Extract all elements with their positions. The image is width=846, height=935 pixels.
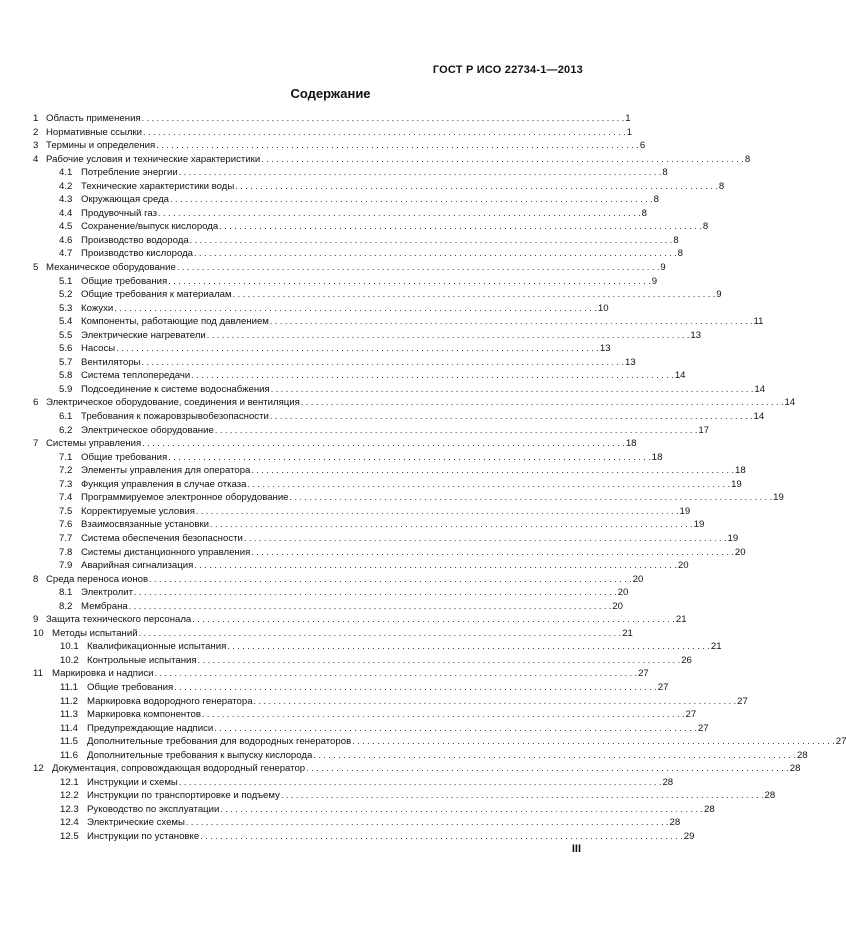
toc-entry [33,735,846,749]
toc-entry [33,722,709,736]
toc-entry-page: 27 [638,668,649,680]
toc-entry-page: 18 [734,465,746,477]
toc-entry-title: Потребление энергии [81,167,178,179]
toc-dot-leader [270,410,753,424]
toc-entry [33,627,633,641]
toc-entry-page: 18 [625,438,637,450]
toc-entry [33,681,669,695]
toc-entry [33,261,666,275]
toc-entry-number: 7.6 [59,519,73,531]
toc-dot-leader [139,627,622,641]
toc-entry [33,816,681,830]
toc-entry-page: 28 [669,817,681,829]
toc-entry-title: Технические характеристики воды [81,180,235,192]
toc-entry-page: 17 [698,424,710,436]
toc-entry-page: 19 [773,492,784,504]
toc-dot-leader [134,586,617,600]
toc-entry-number: 5.3 [59,302,73,314]
toc-entry-title: Электрические нагреватели [81,329,206,341]
toc-dot-leader [290,491,773,505]
toc-dot-leader [281,789,764,803]
toc-entry [33,329,702,343]
toc-entry-title: Общие требования [87,681,174,693]
toc-dot-leader [352,735,835,749]
toc-entry-title: Инструкции и схемы [87,776,178,788]
toc-entry-number: 4.2 [59,180,73,192]
toc-entry-title: Система теплопередачи [81,370,191,382]
toc-entry-title: Кожухи [81,302,114,314]
toc-entry [33,369,686,383]
toc-entry-page: 8 [744,153,751,165]
toc-entry [33,275,658,289]
toc-dot-leader [215,424,698,438]
toc-entry-title: Аварийная сигнализация [81,560,194,572]
toc-dot-leader [233,288,716,302]
toc-entry-title: Мембрана [81,600,128,612]
toc-dot-leader [154,667,637,681]
toc-dot-leader [227,640,710,654]
toc-dot-leader [270,315,753,329]
toc-entry-page: 19 [731,478,742,490]
toc-entry-number: 11.5 [60,736,78,748]
toc-entry-page: 20 [612,600,624,612]
toc-entry-number: 5.6 [59,343,73,355]
toc-dot-leader [129,600,612,614]
toc-entry-number: 11.6 [60,749,78,761]
toc-entry-title: Методы испытаний [52,627,138,639]
toc-entry-number: 10.2 [60,654,79,666]
toc-dot-leader [194,247,677,261]
toc-dot-leader [254,695,737,709]
toc-entry-title: Производство водорода [81,234,189,246]
toc-dot-leader [200,830,683,844]
toc-entry-page: 26 [681,654,692,666]
toc-entry-page: 28 [796,749,808,761]
toc-entry [33,708,697,722]
toc-entry-title: Нормативные ссылки [46,126,143,138]
toc-dot-leader [219,220,702,234]
toc-entry [33,518,705,532]
toc-entry-title: Инструкции по транспортировке и подъему [87,790,280,802]
toc-dot-leader [186,816,669,830]
toc-entry-title: Дополнительные требования для водородных генераторов [87,736,352,748]
toc-dot-leader [168,451,651,465]
toc-entry [33,505,691,519]
toc-entry-page: 20 [734,546,746,558]
toc-entry-page: 20 [617,587,629,599]
toc-entry [33,559,689,573]
toc-entry-page: 28 [662,776,674,788]
toc-entry-title: Функция управления в случае отказа [81,478,247,490]
toc-entry [33,830,695,844]
toc-entry-title: Электрические схемы [87,817,185,829]
toc-entry-number: 3 [33,140,39,152]
toc-entry-number: 7.7 [59,532,73,544]
toc-entry-number: 4 [33,153,39,165]
toc-entry [33,166,668,180]
toc-entry-page: 19 [679,505,691,517]
toc-entry-number: 12.1 [60,776,79,788]
toc-entry-number: 12 [33,763,44,775]
toc-entry-title: Документация, сопровождающая водородный генератор [52,763,306,775]
toc-entry [33,302,609,316]
toc-entry [33,789,776,803]
toc-dot-leader [168,275,651,289]
toc-entry-title: Корректируемые условия [81,505,195,517]
toc-entry-number: 11.4 [60,722,78,734]
toc-entry-page: 27 [737,695,748,707]
toc-entry-page: 20 [677,560,689,572]
toc-dot-leader [301,396,784,410]
toc-entry-title: Контрольные испытания [87,654,197,666]
toc-entry-number: 7 [33,438,39,450]
toc-entry-title: Руководство по эксплуатации [87,803,220,815]
toc-entry-title: Среда переноса ионов [46,573,149,585]
toc-entry [33,153,751,167]
toc-entry [33,342,611,356]
toc-entry-page: 14 [784,397,796,409]
toc-entry-title: Маркировка водородного генератора [87,695,253,707]
toc-entry [33,776,674,790]
toc-entry-number: 7.4 [59,492,73,504]
toc-entry [33,112,631,126]
toc-dot-leader [198,654,681,668]
toc-entry [33,207,647,221]
toc-dot-leader [220,803,703,817]
toc-dot-leader [196,505,679,519]
toc-entry-page: 8 [718,180,725,192]
toc-entry-number: 4.6 [59,234,73,246]
toc-entry-title: Продувочный газ [81,207,157,219]
toc-entry [33,437,637,451]
toc-entry [33,532,739,546]
toc-dot-leader [261,153,744,167]
toc-dot-leader [251,464,734,478]
toc-entry-number: 10.1 [60,641,79,653]
toc-entry [33,410,765,424]
toc-entry-title: Системы управления [46,438,142,450]
toc-entry-title: Сохранение/выпуск кислорода [81,221,219,233]
toc-entry [33,220,709,234]
toc-entry-page: 19 [727,532,739,544]
toc-dot-leader [143,126,626,140]
toc-entry-page: 11 [753,316,764,328]
toc-entry-number: 4.5 [59,221,73,233]
toc-entry-number: 4.1 [59,167,73,179]
toc-entry [33,234,679,248]
toc-entry [33,667,649,681]
toc-entry [33,193,659,207]
toc-entry-number: 8 [33,573,39,585]
toc-entry-title: Взаимосвязанные установки [81,519,210,531]
toc-entry [33,654,692,668]
toc-entry [33,451,663,465]
toc-entry-number: 10 [33,627,44,639]
toc-entry [33,803,715,817]
toc-entry-number: 6.2 [59,424,73,436]
toc-entry-number: 5.8 [59,370,73,382]
toc-entry-number: 11.2 [60,695,78,707]
toc-entry-page: 21 [622,627,633,639]
toc-dot-leader [170,193,653,207]
toc-dot-leader [142,437,625,451]
toc-dot-leader [116,342,599,356]
toc-entry [33,288,722,302]
toc-entry [33,126,632,140]
toc-entry [33,695,748,709]
toc-entry-number: 7.1 [59,451,73,463]
toc-entry-title: Рабочие условия и технические характеристики [46,153,261,165]
toc-entry [33,478,742,492]
toc-entry-title: Система обеспечения безопасности [81,532,243,544]
toc-entry-number: 5.7 [59,356,73,368]
toc-entry-page: 8 [653,194,659,206]
toc-entry-title: Общие требования [81,275,168,287]
toc-entry-page: 9 [660,262,666,274]
toc-entry-title: Программируемое электронное оборудование [81,492,289,504]
toc-entry-page: 27 [835,736,846,748]
toc-entry-number: 6 [33,397,39,409]
toc-entry [33,396,796,410]
toc-entry-title: Общие требования к материалам [81,289,232,301]
toc-entry-title: Насосы [81,343,116,355]
toc-entry [33,247,683,261]
toc-entry [33,464,746,478]
toc-entry-number: 4.7 [59,248,73,260]
toc-entry-number: 9 [33,614,39,626]
toc-entry [33,546,746,560]
toc-dot-leader [247,478,730,492]
toc-entry-title: Предупреждающие надписи [87,722,214,734]
toc-entry-title: Квалификационные испытания [87,641,227,653]
toc-entry-title: Электрическое оборудование [81,424,214,436]
toc-entry-title: Область применения [46,113,141,124]
toc-entry-page: 8 [641,207,647,219]
toc-entry-page: 18 [651,451,663,463]
toc-dot-leader [207,329,690,343]
toc-entry-number: 11.3 [60,709,78,721]
toc-entry-page: 9 [651,275,658,287]
toc-entry-number: 1 [33,113,39,124]
toc-dot-leader [251,546,734,560]
toc-entry-number: 7.8 [59,546,73,558]
toc-entry-page: 10 [597,302,609,314]
toc-entry-title: Маркировка и надписи [52,668,154,680]
toc-dot-leader [271,383,754,397]
toc-entry-number: 4.4 [59,207,73,219]
toc-dot-leader [142,112,625,126]
toc-entry-title: Системы дистанционного управления [81,546,251,558]
toc-entry-page: 28 [789,763,801,775]
toc-entry-page: 13 [625,356,636,368]
toc-dot-leader [158,207,641,221]
toc-entry [33,424,710,438]
toc-entry-title: Механическое оборудование [46,262,176,274]
toc-dot-leader [114,302,597,316]
toc-entry [33,749,808,763]
toc-dot-leader [313,749,796,763]
toc-dot-leader [244,532,727,546]
toc-entry-number: 12.4 [60,817,79,829]
toc-dot-leader [190,234,673,248]
toc-dot-leader [156,139,639,153]
toc-entry [33,491,784,505]
toc-entry-number: 8.2 [59,600,73,612]
page-number: III [571,843,581,855]
toc-entry [33,573,644,587]
toc-entry-page: 19 [693,519,705,531]
toc-entry-title: Маркировка компонентов [87,709,201,721]
toc-entry [33,613,687,627]
toc-entry-page: 27 [685,709,697,721]
toc-entry-number: 7.3 [59,478,73,490]
toc-entry-page: 21 [675,614,687,626]
toc-entry-page: 8 [677,248,683,260]
toc-entry-title: Электрическое оборудование, соединения и вентиляция [46,397,300,409]
toc-dot-leader [177,261,660,275]
toc-entry-number: 5.5 [59,329,73,341]
toc-dot-leader [210,518,693,532]
table-of-contents [33,112,846,844]
toc-entry [33,640,722,654]
toc-dot-leader [174,681,657,695]
toc-entry-page: 8 [702,221,709,233]
toc-entry-title: Компоненты, работающие под давлением [81,316,269,328]
toc-entry-number: 8.1 [59,587,73,599]
toc-entry [33,600,624,614]
toc-entry-title: Термины и определения [46,140,156,152]
toc-entry-number: 5 [33,262,39,274]
toc-entry-number: 5.9 [59,383,73,395]
toc-dot-leader [191,369,674,383]
toc-entry [33,383,766,397]
toc-entry [33,315,764,329]
toc-entry-page: 20 [632,573,644,585]
toc-entry-page: 8 [662,167,668,179]
toc-entry-number: 2 [33,126,39,138]
toc-entry-page: 21 [710,641,722,653]
toc-entry-title: Инструкции по установке [87,830,200,842]
toc-entry-page: 27 [657,681,669,693]
toc-dot-leader [149,573,632,587]
toc-entry-number: 5.2 [59,289,73,301]
toc-entry-page: 13 [599,343,611,355]
toc-entry-number: 6.1 [59,411,73,423]
toc-entry-number: 12.3 [60,803,79,815]
toc-dot-leader [179,776,662,790]
toc-entry-page: 27 [697,722,709,734]
toc-dot-leader [214,722,697,736]
toc-dot-leader [141,356,624,370]
toc-entry-number: 11 [33,668,43,680]
toc-entry-number: 7.2 [59,465,73,477]
toc-entry-page: 1 [625,113,631,124]
toc-entry-title: Окружающая среда [81,194,170,206]
toc-entry-number: 5.1 [59,275,73,287]
toc-dot-leader [306,762,789,776]
toc-entry-title: Защита технического персонала [46,614,192,626]
toc-entry [33,762,801,776]
toc-entry-page: 14 [754,383,766,395]
toc-entry-page: 28 [764,790,776,802]
toc-entry [33,586,629,600]
toc-entry-number: 5.4 [59,316,73,328]
toc-entry-page: 1 [626,126,632,138]
toc-entry [33,356,636,370]
document-code: ГОСТ Р ИСО 22734-1—2013 [432,64,583,76]
toc-entry-title: Вентиляторы [81,356,141,368]
toc-entry-title: Производство кислорода [81,248,194,260]
toc-entry-number: 12.2 [60,790,79,802]
toc-entry [33,180,725,194]
toc-entry-title: Подсоединение к системе водоснабжения [81,383,270,395]
toc-entry-title: Требования к пожаровзрывобезопасности [81,411,269,423]
toc-entry-page: 13 [690,329,702,341]
toc-entry-page: 14 [674,370,686,382]
toc-dot-leader [202,708,685,722]
toc-entry-title: Электролит [81,587,134,599]
toc-entry-page: 29 [683,830,695,842]
toc-dot-leader [235,180,718,194]
toc-entry-title: Общие требования [81,451,168,463]
toc-entry-page: 14 [753,411,765,423]
toc-entry-number: 11.1 [60,681,78,693]
toc-entry-number: 4.3 [59,194,73,206]
toc-dot-leader [179,166,662,180]
toc-entry-page: 8 [673,234,679,246]
toc-entry [33,139,646,153]
toc-entry-page: 6 [639,140,646,152]
toc-dot-leader [192,613,675,627]
toc-dot-leader [194,559,677,573]
toc-entry-page: 9 [716,289,722,301]
toc-entry-title: Дополнительные требования к выпуску кислорода [87,749,313,761]
toc-entry-page: 28 [703,803,715,815]
toc-entry-number: 12.5 [60,830,79,842]
toc-entry-number: 7.9 [59,560,73,572]
page-title: Содержание [290,86,371,101]
toc-entry-title: Элементы управления для оператора [81,465,251,477]
toc-entry-number: 7.5 [59,505,73,517]
